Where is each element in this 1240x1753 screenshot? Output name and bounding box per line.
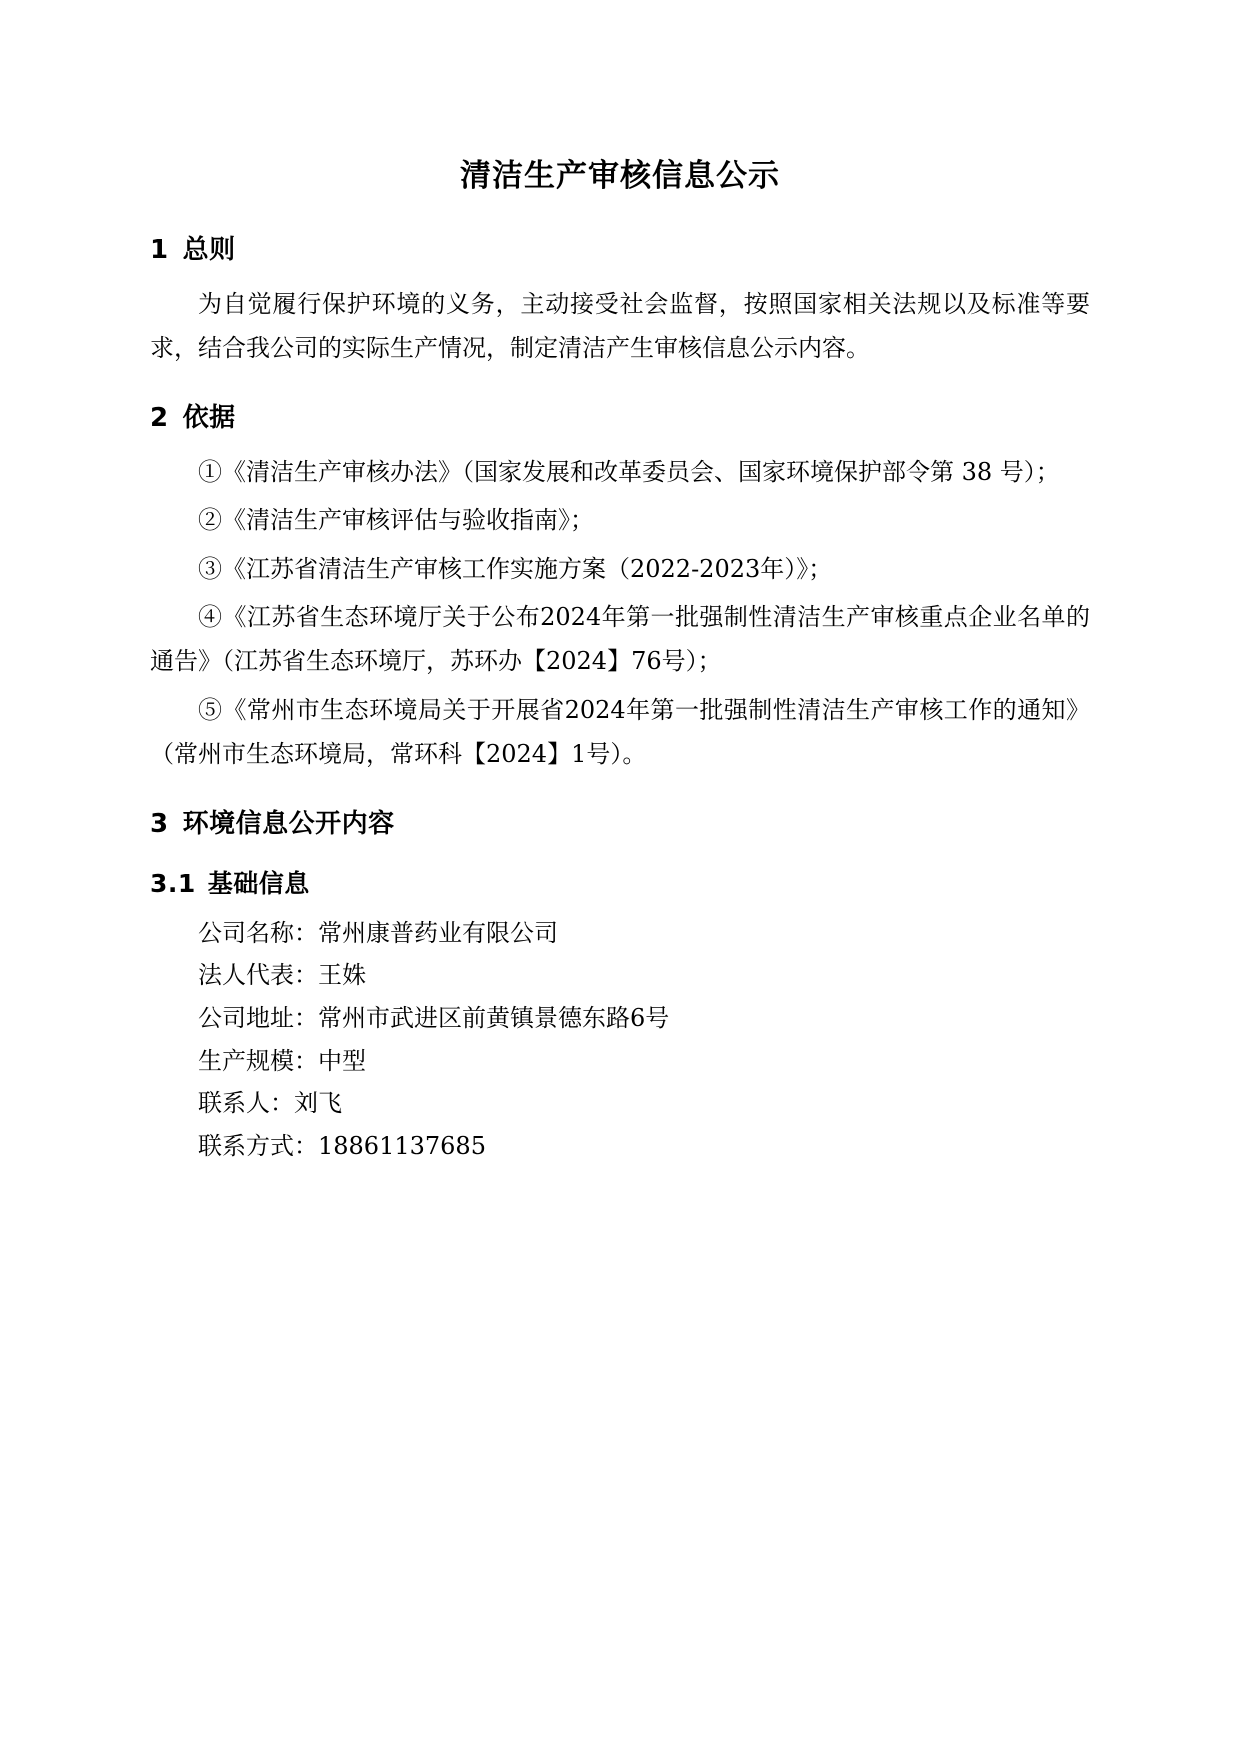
section-2-paragraph-5: ⑤《常州市生态环境局关于开展省2024年第一批强制性清洁生产审核工作的通知》（常州市生态环境局，常环科【2024】1号）。 — [150, 695, 1090, 769]
list-item: 生产规模：中型 — [198, 1046, 366, 1075]
section-title-3: 环境信息公开内容 — [182, 808, 395, 839]
section-2-paragraph-2: ②《清洁生产审核评估与验收指南》； — [198, 506, 594, 535]
section-2-paragraph-1: ①《清洁生产审核办法》（国家发展和改革委员会、国家环境保护部令第 38 号）； — [198, 457, 1060, 486]
section-heading-2 — [150, 397, 1090, 434]
subsection-heading-3-1 — [150, 864, 1090, 900]
subsection-title-3-1: 基础信息 — [207, 868, 310, 898]
list-item: 联系方式：18861137685 — [198, 1132, 486, 1161]
section-2-paragraph-3: ③《江苏省清洁生产审核工作实施方案（2022-2023年）》； — [198, 554, 833, 583]
section-2-paragraph-4: ④《江苏省生态环境厅关于公布2024年第一批强制性清洁生产审核重点企业名单的通告》（江苏省生态环境厅，苏环办【2024】76号）； — [150, 602, 1090, 676]
page-title: 清洁生产审核信息公示 — [460, 158, 780, 194]
section-number-3: 3 — [150, 808, 169, 839]
list-item: 联系人：刘飞 — [198, 1089, 342, 1118]
section-heading-1 — [150, 229, 1090, 266]
section-1-paragraph-1: 为自觉履行保护环境的义务，主动接受社会监督，按照国家相关法规以及标准等要求，结合我公司的实际生产情况，制定清洁产生审核信息公示内容。 — [150, 290, 1090, 363]
list-item: 公司地址：常州市武进区前黄镇景德东路6号 — [198, 1003, 670, 1032]
basic-info-list — [150, 912, 1090, 1168]
subsection-number-3-1: 3.1 — [150, 868, 196, 898]
section-title-1: 总则 — [182, 235, 236, 265]
list-item: 公司名称：常州康普药业有限公司 — [198, 918, 558, 947]
list-item: 法人代表：王姝 — [198, 961, 366, 990]
section-number-1: 1 — [150, 235, 169, 265]
section-heading-3 — [150, 803, 1090, 840]
section-number-2: 2 — [150, 402, 169, 433]
section-title-2: 依据 — [182, 402, 236, 433]
